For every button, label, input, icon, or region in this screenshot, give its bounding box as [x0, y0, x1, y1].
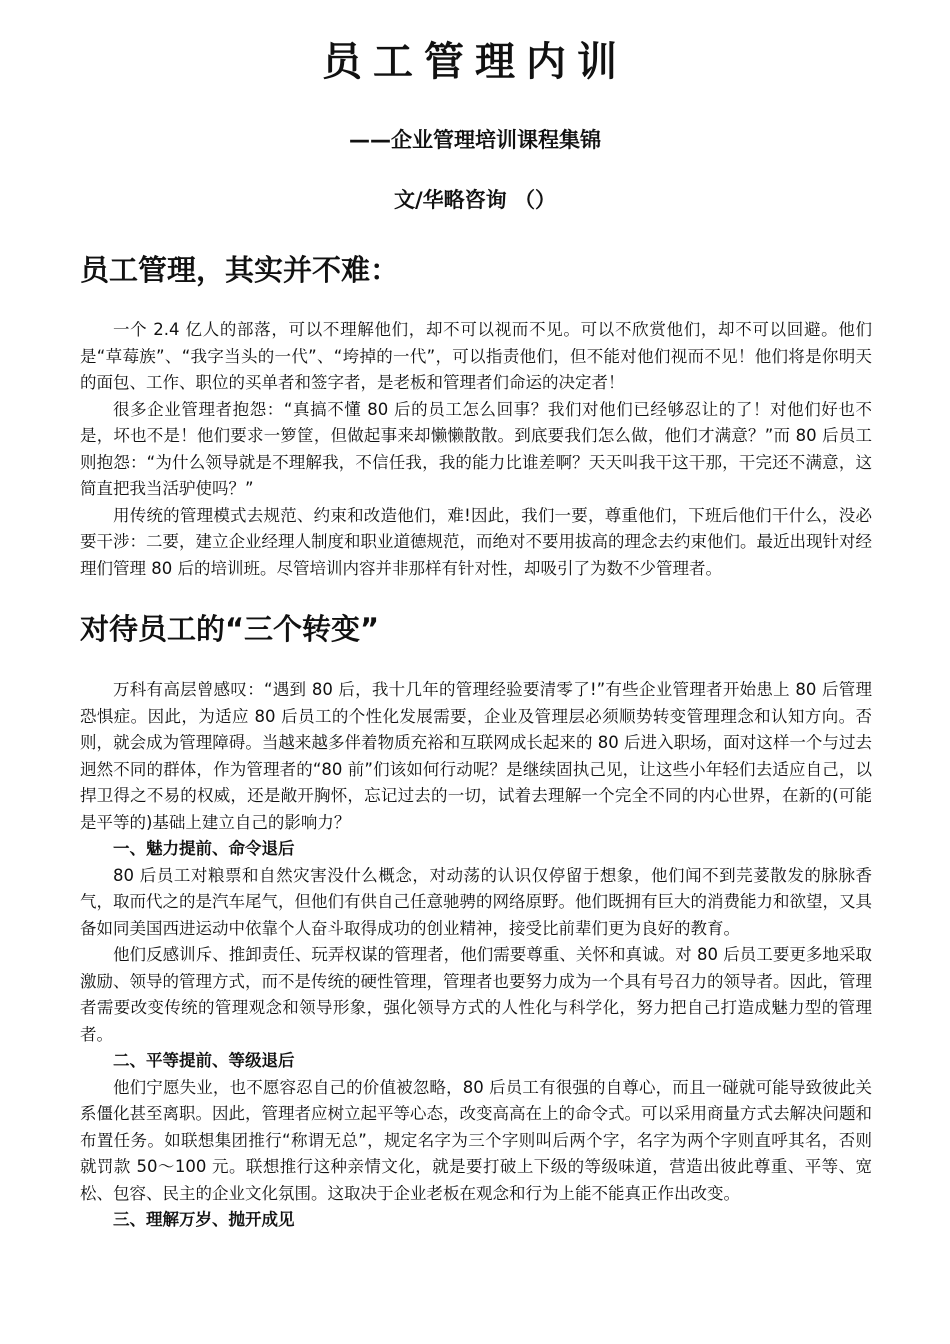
paragraph: 他们反感训斥、推卸责任、玩弄权谋的管理者，他们需要尊重、关怀和真诚。对 80 后员工要更多地采取激励、领导的管理方式，而不是传统的硬性管理，管理者也要努力成为一个具有号召力的领导者。因此，管理者需要改变传统的管理观念和领导形象，强化领导方式的人性化与科学化，努力把自己打造成魅力型的管理者。 — [80, 945, 872, 1044]
paragraph: 他们宁愿失业，也不愿容忍自己的价值被忽略，80 后员工有很强的自尊心，而且一碰就可能导致彼此关系僵化甚至离职。因此，管理者应树立起平等心态，改变高高在上的命令式。可以采用商量方式去解决问题和布置任务。如联想集团推行“称谓无总”，规定名字为三个字则叫后两个字，名字为两个字则直呼其名，否则就罚款 50～100 元。联想推行这种亲情文化，就是要打破上下级的等级味道，营造出彼此尊重、平等、宽松、包容、民主的企业文化氛围。这取决于企业老板在观念和行为上能不能真正作出改变。 — [80, 1077, 872, 1203]
paragraph: 用传统的管理模式去规范、约束和改造他们，难!因此，我们一要，尊重他们，下班后他们干什么，没必要干涉：二要，建立企业经理人制度和职业道德规范，而绝对不要用拔高的理念去约束他们。最近出现针对经理们管理 80 后的培训班。尽管培训内容并非那样有针对性，却吸引了为数不少管理者。 — [80, 505, 872, 578]
document-title: 员工管理内训 — [322, 39, 628, 85]
subsection-heading: 三、理解万岁、抛开成见 — [113, 1210, 295, 1229]
document-subtitle: ——企业管理培训课程集锦 — [349, 128, 601, 152]
paragraph: 万科有高层曾感叹：“遇到 80 后，我十几年的管理经验要清零了!”有些企业管理者开始患上 80 后管理恐惧症。因此，为适应 80 后员工的个性化发展需要，企业及管理层必须顺势转变管理理念和认知方向。否则，就会成为管理障碍。当越来越多伴着物质充裕和互联网成长起来的 80 后进入职场，面对这样一个与过去迥然不同的群体，作为管理者的“80 前”们该如何行动呢？是继续固执己见，让这些小年轻们去适应自己，以捍卫得之不易的权威，还是敞开胸怀，忘记过去的一切，试着去理解一个完全不同的内心世界，在新的(可能是平等的)基础上建立自己的影响力？ — [80, 680, 872, 832]
document-author: 文/华略咨询 （） — [394, 188, 556, 212]
section-1-body — [80, 317, 872, 582]
section-heading-2: 对待员工的“三个转变” — [80, 612, 380, 646]
paragraph: 80 后员工对粮票和自然灾害没什么概念，对动荡的认识仅停留于想象，他们闻不到芫荽散发的脉脉香气，取而代之的是汽车尾气，但他们有供自己任意驰骋的网络原野。他们既拥有巨大的消费能力和欲望，又具备如同美国西进运动中依靠个人奋斗取得成功的创业精神，接受比前辈们更为良好的教育。 — [80, 865, 872, 938]
section-2-body — [80, 677, 872, 1234]
subsection-heading: 一、魅力提前、命令退后 — [113, 839, 295, 858]
paragraph: 很多企业管理者抱怨：“真搞不懂 80 后的员工怎么回事？我们对他们已经够忍让的了！对他们好也不是，坏也不是！他们要求一箩筐，但做起事来却懒懒散散。到底要我们怎么做，他们才满意？”而 80 后员工则抱怨：“为什么领导就是不理解我，不信任我，我的能力比谁差啊？天天叫我干这干那，干完还不满意，这简直把我当活驴使吗？” — [80, 399, 872, 498]
subsection-heading: 二、平等提前、等级退后 — [113, 1051, 295, 1070]
paragraph: 一个 2.4 亿人的部落，可以不理解他们，却不可以视而不见。可以不欣赏他们，却不可以回避。他们是“草莓族”、“我字当头的一代”、“垮掉的一代”，可以指责他们，但不能对他们视而不见！他们将是你明天的面包、工作、职位的买单者和签字者，是老板和管理者们命运的决定者！ — [80, 320, 872, 392]
section-heading-1: 员工管理，其实并不难： — [80, 253, 400, 287]
